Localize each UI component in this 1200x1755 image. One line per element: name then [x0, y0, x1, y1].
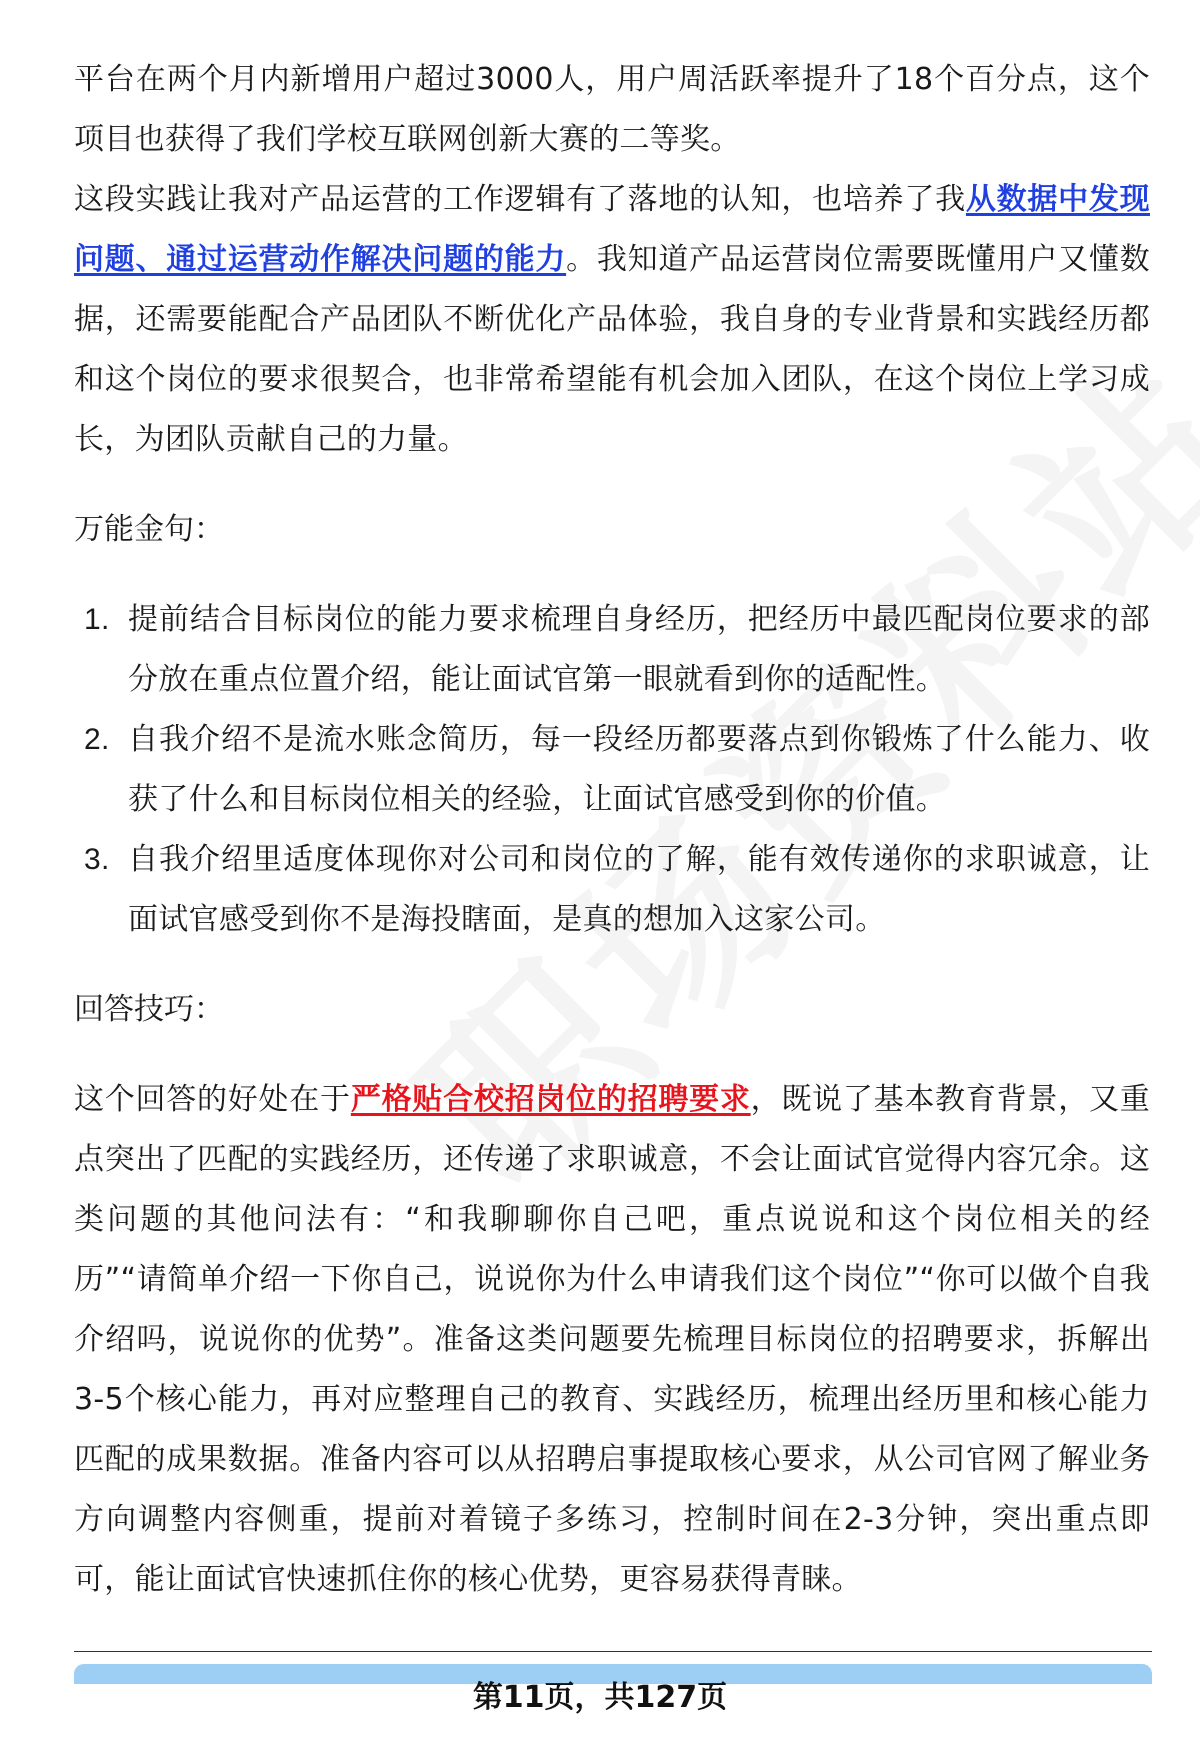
golden-sentences-list: [74, 590, 1150, 950]
list-item-text: 自我介绍不是流水账念简历，每一段经历都要落点到你锻炼了什么能力、收获了什么和目标岗位相关的经验，让面试官感受到你的价值。: [128, 722, 1150, 817]
answer-tips-heading: 回答技巧：: [74, 992, 224, 1027]
highlight-requirements: 严格贴合校招岗位的招聘要求: [350, 1082, 751, 1117]
answer-tips-start: 这个回答的好处在于: [74, 1082, 351, 1117]
list-item: [74, 710, 1150, 830]
list-item-text: 提前结合目标岗位的能力要求梳理自身经历，把经历中最匹配岗位要求的部分放在重点位置介绍，能让面试官第一眼就看到你的适配性。: [128, 602, 1150, 697]
footer-divider: [74, 1651, 1152, 1652]
list-item-number: 1.: [84, 603, 110, 636]
golden-sentences-heading: 万能金句：: [74, 512, 224, 547]
intro-paragraph-2-end: 。我知道产品运营岗位需要既懂用户又懂数据，还需要能配合产品团队不断优化产品体验，我自身的专业背景和实践经历都和这个岗位的要求很契合，也非常希望能有机会加入团队，在这个岗位上学习成长，为团队贡献自己的力量。: [74, 242, 1150, 457]
intro-paragraph-2: [74, 170, 1150, 470]
answer-tips-paragraph: [74, 1070, 1150, 1610]
page-number: 第11页，共127页: [472, 1680, 728, 1715]
list-item-text: 自我介绍里适度体现你对公司和岗位的了解，能有效传递你的求职诚意，让面试官感受到你不是海投瞎面，是真的想加入这家公司。: [128, 842, 1150, 937]
intro-paragraph-2-start: 这段实践让我对产品运营的工作逻辑有了落地的认知，也培养了我: [74, 182, 966, 217]
list-item: [74, 830, 1150, 950]
list-item: [74, 590, 1150, 710]
list-item-number: 2.: [84, 723, 110, 756]
intro-paragraph-1: 平台在两个月内新增用户超过3000人，用户周活跃率提升了18个百分点，这个项目也获得了我们学校互联网创新大赛的二等奖。: [74, 62, 1150, 157]
document-page: [74, 50, 1150, 1610]
highlight-ability: 从数据中发现问题、通过运营动作解决问题的能力: [74, 182, 1150, 277]
answer-tips-end: ，既说了基本教育背景，又重点突出了匹配的实践经历，还传递了求职诚意，不会让面试官觉得内容冗余。这类问题的其他问法有：“和我聊聊你自己吧，重点说说和这个岗位相关的经历”“请简单介绍一下你自己，说说你为什么申请我们这个岗位”“你可以做个自我介绍吗，说说你的优势”。准备这类问题要先梳理目标岗位的招聘要求，拆解出3-5个核心能力，再对应整理自己的教育、实践经历，梳理出经历里和核心能力匹配的成果数据。准备内容可以从招聘启事提取核心要求，从公司官网了解业务方向调整内容侧重，提前对着镜子多练习，控制时间在2-3分钟，突出重点即可，能让面试官快速抓住你的核心优势，更容易获得青睐。: [74, 1082, 1151, 1597]
list-item-number: 3.: [84, 843, 110, 876]
